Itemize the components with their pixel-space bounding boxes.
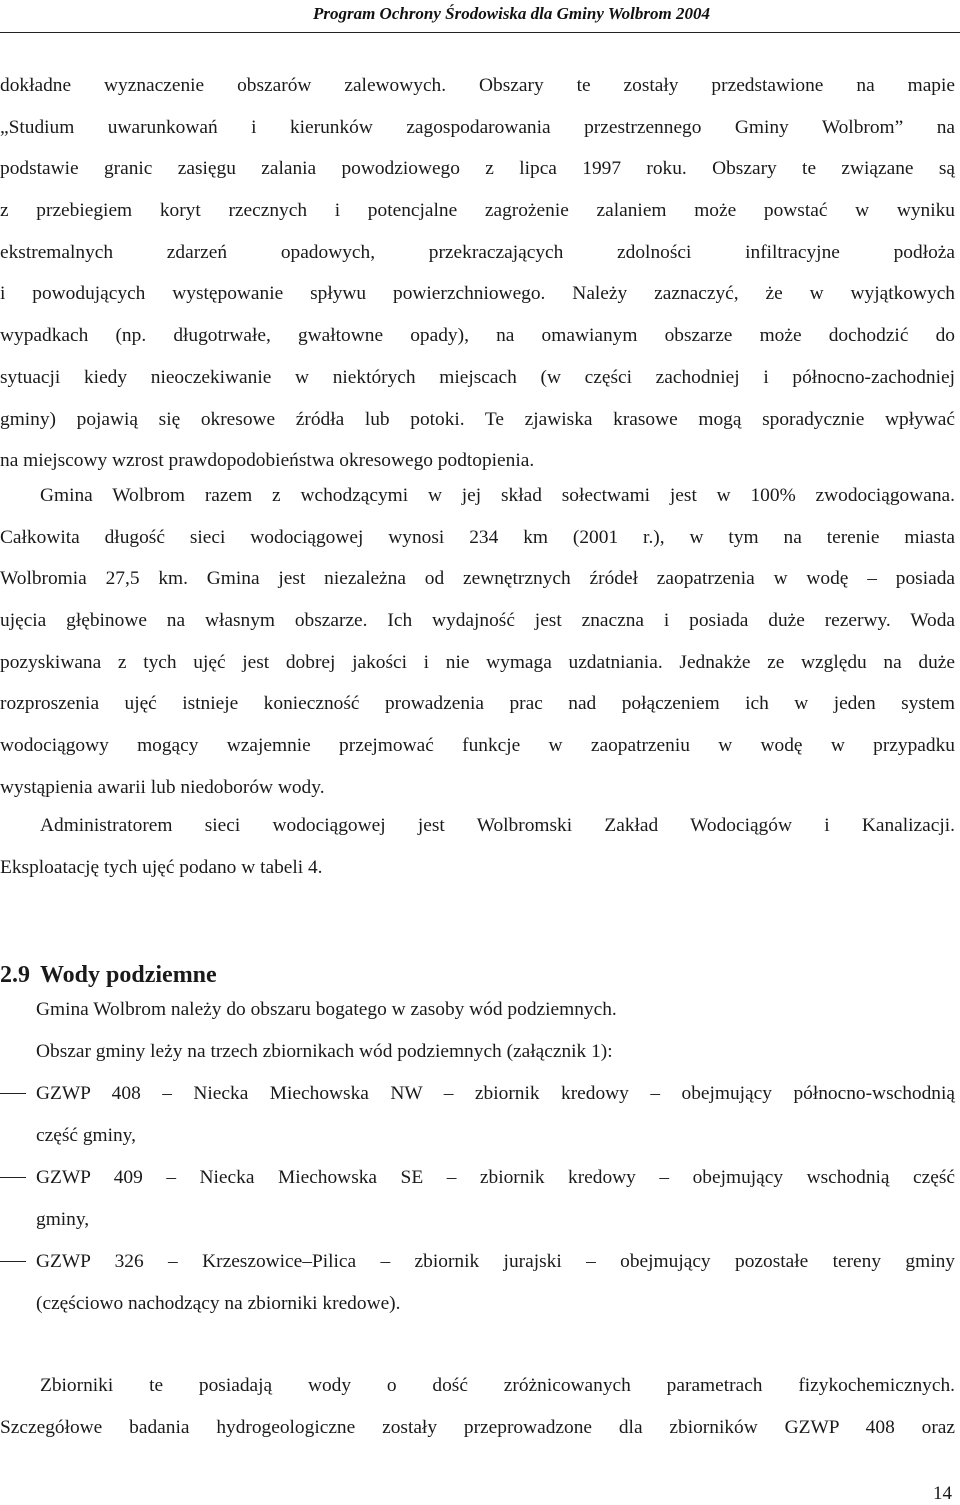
- running-header: Program Ochrony Środowiska dla Gminy Wolbrom 2004: [312, 4, 710, 23]
- paragraph-aquifer-parameters: [0, 1365, 955, 1448]
- text-line: wystąpienia awarii lub niedoborów wody.: [0, 776, 325, 798]
- list-item: [0, 1157, 955, 1240]
- text-line: ujęcia głębinowe na własnym obszarze. Ich wydajność jest znaczna i posiada duże rezerwy. Woda: [0, 610, 955, 632]
- text-line: pozyskiwana z tych ujęć jest dobrej jakości i nie wymaga uzdatniania. Jednakże ze względu na duże: [0, 651, 955, 673]
- text-line: Administratorem sieci wodociągowej jest Wolbromski Zakład Wodociągów i Kanalizacji.: [40, 815, 955, 836]
- text-line: dokładne wyznaczenie obszarów zalewowych. Obszary te zostały przedstawione na mapie: [0, 75, 955, 96]
- text-line: Gmina Wolbrom razem z wchodzącymi w jej skład sołectwami jest w 100% zwodociągowana.: [40, 485, 955, 506]
- section-heading: [0, 957, 217, 993]
- text-line: „Studium uwarunkowań i kierunków zagospodarowania przestrzennego Gminy Wolbrom” na: [0, 116, 955, 138]
- dash-bullet: [0, 1093, 26, 1094]
- section-title: Wody podziemne: [40, 962, 217, 988]
- text-line: Całkowita długość sieci wodociągowej wynosi 234 km (2001 r.), w tym na terenie miasta: [0, 526, 955, 548]
- text-line: Eksploatację tych ujęć podano w tabeli 4.: [0, 856, 323, 878]
- dash-bullet: [0, 1261, 26, 1262]
- text-line: część gminy,: [36, 1124, 136, 1146]
- text-line: ekstremalnych zdarzeń opadowych, przekraczających zdolności infiltracyjne podłoża: [0, 241, 955, 263]
- text-line: Wolbromia 27,5 km. Gmina jest niezależna od zewnętrznych źródeł zaopatrzenia w wodę – posiada: [0, 568, 955, 590]
- text-line: i powodujących występowanie spływu powierzchniowego. Należy zaznaczyć, że w wyjątkowych: [0, 283, 955, 305]
- dash-bullet: [0, 1177, 26, 1178]
- text-line: GZWP 326 – Krzeszowice–Pilica – zbiornik jurajski – obejmujący pozostałe tereny gminy: [36, 1251, 955, 1272]
- paragraph-flood-areas: [0, 65, 955, 482]
- header-rule: [0, 32, 960, 33]
- paragraph-water-supply: [0, 475, 955, 809]
- section-intro: [36, 989, 956, 1072]
- section-number: 2.9: [0, 962, 30, 988]
- page-number: 14: [933, 1483, 952, 1504]
- text-line: Szczegółowe badania hydrogeologiczne zostały przeprowadzone dla zbiorników GZWP 408 oraz: [0, 1416, 955, 1438]
- text-line: gminy,: [36, 1208, 90, 1230]
- text-line: podstawie granic zasięgu zalania powodziowego z lipca 1997 roku. Obszary te związane są: [0, 158, 955, 180]
- text-line: Gmina Wolbrom należy do obszaru bogatego w zasoby wód podziemnych.: [36, 999, 617, 1020]
- text-line: Zbiorniki te posiadają wody o dość zróżnicowanych parametrach fizykochemicznych.: [40, 1375, 955, 1396]
- text-line: z przebiegiem koryt rzecznych i potencjalne zagrożenie zalaniem może powstać w wyniku: [0, 200, 955, 222]
- text-line: GZWP 408 – Niecka Miechowska NW – zbiornik kredowy – obejmujący północno-wschodnią: [36, 1083, 955, 1104]
- text-line: wypadkach (np. długotrwałe, gwałtowne opady), na omawianym obszarze może dochodzić do: [0, 325, 955, 347]
- paragraph-administrator: [0, 805, 955, 888]
- text-line: GZWP 409 – Niecka Miechowska SE – zbiornik kredowy – obejmujący wschodnią część: [36, 1167, 955, 1188]
- text-line: wodociągowy mogący wzajemnie przejmować funkcje w zaopatrzeniu w wodę w przypadku: [0, 735, 955, 757]
- list-item: [0, 1241, 955, 1324]
- text-line: gminy) pojawią się okresowe źródła lub potoki. Te zjawiska krasowe mogą sporadycznie wpływać: [0, 408, 955, 430]
- text-line: rozproszenia ujęć istnieje konieczność prowadzenia prac nad połączeniem ich w jeden system: [0, 693, 955, 715]
- list-item: [0, 1073, 955, 1156]
- text-line: Obszar gminy leży na trzech zbiornikach wód podziemnych (załącznik 1):: [36, 1040, 613, 1062]
- text-line: (częściowo nachodzący na zbiorniki kredowe).: [36, 1292, 401, 1314]
- text-line: na miejscowy wzrost prawdopodobieństwa okresowego podtopienia.: [0, 450, 535, 472]
- text-line: sytuacji kiedy nieoczekiwanie w niektórych miejscach (w części zachodniej i północno-zachodniej: [0, 366, 955, 388]
